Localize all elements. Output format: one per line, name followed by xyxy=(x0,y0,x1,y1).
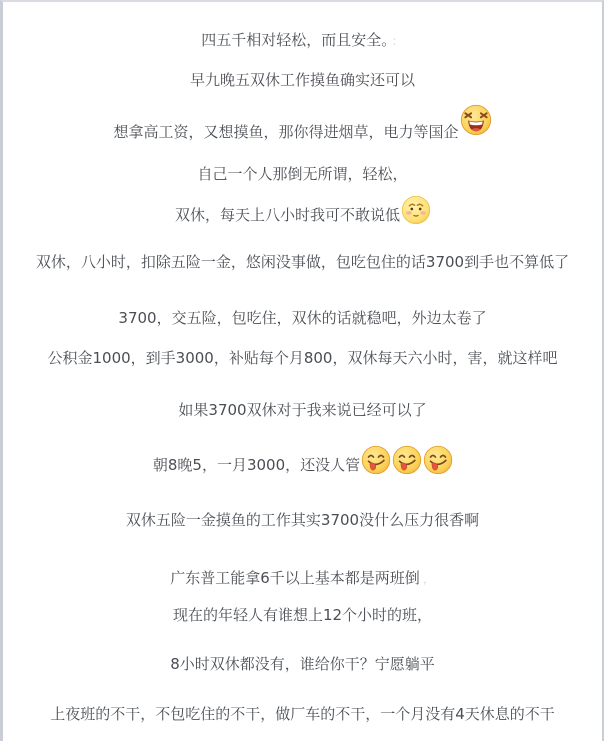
comment-text: 公积金1000，到手3000，补贴每个月800，双休每天六小时，害，就这样吧 xyxy=(47,349,558,367)
comment-text: 8小时双休都没有，谁给你干？宁愿躺平 xyxy=(170,655,435,673)
comment-line xyxy=(3,568,602,589)
comment-text: 广东普工能拿6千以上基本都是两班倒 xyxy=(170,569,420,587)
comment-text: 现在的年轻人有谁想上12个小时的班， xyxy=(172,606,433,624)
comment-text: 双休，八小时，扣除五险一金，悠闲没事做，包吃包住的话3700到手也不算低了 xyxy=(35,253,570,271)
comment-line xyxy=(3,605,602,626)
comment-text: 3700，交五险，包吃住，双休的话就稳吧，外边太卷了 xyxy=(118,309,487,327)
comment-text: 如果3700双休对于我来说已经可以了 xyxy=(178,401,427,419)
laughing-squint-emoji xyxy=(459,122,492,143)
comment-line xyxy=(3,122,602,143)
pleading-face-emoji xyxy=(400,205,430,226)
comment-text: 四五千相对轻松，而且安全。 xyxy=(201,31,389,49)
comment-line xyxy=(3,704,602,725)
comment-text: 早九晚五双休工作摸鱼确实还可以 xyxy=(189,71,415,89)
comment-line xyxy=(3,348,602,369)
comment-line xyxy=(3,654,602,675)
faint-cursor-mark: ： xyxy=(391,34,404,48)
savoring-food-emoji xyxy=(391,455,421,476)
faint-cursor-mark: ， xyxy=(422,572,435,586)
comment-text: 双休五险一金摸鱼的工作其实3700没什么压力很香啊 xyxy=(125,511,480,529)
comment-line xyxy=(3,252,602,273)
comment-line xyxy=(3,70,602,91)
comment-line xyxy=(3,510,602,531)
savoring-food-emoji xyxy=(360,455,390,476)
comment-text: 上夜班的不干，不包吃住的不干，做厂车的不干，一个月没有4天休息的不干 xyxy=(50,705,555,723)
comment-line xyxy=(3,164,602,185)
comment-text: 朝8晚5，一月3000，还没人管 xyxy=(152,456,361,474)
comment-text: 自己一个人那倒无所谓，轻松， xyxy=(197,165,408,183)
comment-line xyxy=(3,455,602,476)
comment-text: 双休，每天上八小时我可不敢说低 xyxy=(174,206,400,224)
comment-line xyxy=(3,30,602,51)
comment-text: 想拿高工资，又想摸鱼，那你得进烟草，电力等国企 xyxy=(113,123,459,141)
comment-line xyxy=(3,308,602,329)
savoring-food-emoji xyxy=(422,455,452,476)
comment-line xyxy=(3,400,602,421)
comment-line xyxy=(3,205,602,226)
